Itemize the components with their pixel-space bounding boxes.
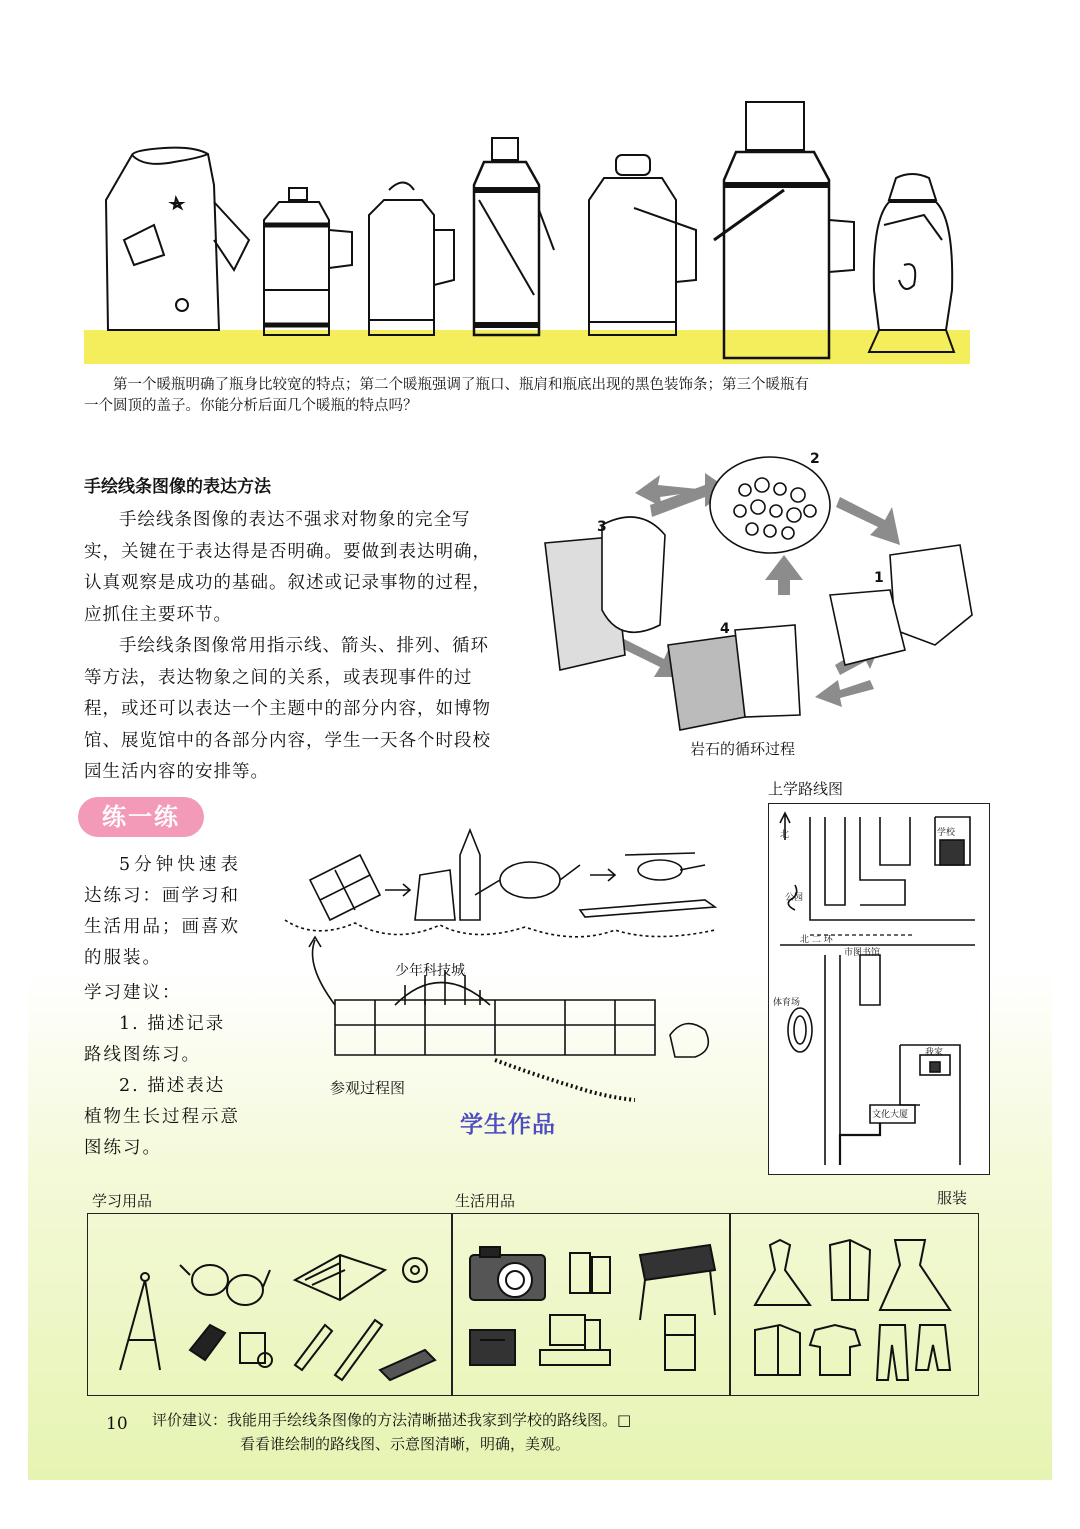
evaluation-line-1: 评价建议：我能用手绘线条图像的方法清晰描述我家到学校的路线图。□ bbox=[152, 1411, 632, 1429]
notebook-icon bbox=[190, 1325, 225, 1360]
practice-badge: 练一练 bbox=[78, 797, 204, 837]
books-icon bbox=[570, 1253, 610, 1293]
thermos-illustration bbox=[84, 90, 970, 365]
map-stadium-label: 体育场 bbox=[773, 998, 801, 1008]
thermos-5 bbox=[589, 155, 696, 335]
cycle-number-1: 1 bbox=[874, 570, 884, 586]
arrow-1-to-2 bbox=[836, 497, 900, 545]
school-block bbox=[940, 840, 964, 865]
visit-rocket bbox=[415, 830, 480, 920]
visit-science-city bbox=[335, 970, 708, 1057]
rock-cycle-caption: 岩石的循环过程 bbox=[690, 740, 796, 758]
compass-icon bbox=[120, 1273, 160, 1370]
gown-icon bbox=[880, 1240, 950, 1310]
tshirt-icon bbox=[810, 1325, 860, 1375]
life-supplies-drawings bbox=[460, 1225, 722, 1385]
pen-icon bbox=[295, 1325, 332, 1370]
map-park-label: 公园 bbox=[785, 893, 804, 903]
map-school-label: 学校 bbox=[937, 828, 956, 838]
suggestion-title: 学习建议： bbox=[84, 983, 182, 1003]
visit-plane bbox=[580, 900, 715, 917]
camera-icon bbox=[470, 1247, 545, 1300]
category-study-label: 学习用品 bbox=[92, 1192, 153, 1210]
evaluation-line-2: 看看谁绘制的路线图、示意图清晰，明确，美观。 bbox=[240, 1435, 571, 1453]
thermos-6 bbox=[714, 102, 854, 358]
jacket-icon bbox=[830, 1240, 870, 1300]
visit-helicopter bbox=[625, 853, 705, 880]
map-road-label: 北 二 环 bbox=[800, 935, 833, 945]
arrow-4-to-2 bbox=[765, 555, 803, 595]
shorts-icon bbox=[916, 1325, 950, 1370]
visit-satellite bbox=[475, 862, 580, 898]
dress-icon bbox=[755, 1240, 810, 1305]
visit-caption: 参观过程图 bbox=[330, 1079, 406, 1097]
thermos-caption-line2: 一个圆顶的盖子。你能分析后面几个暖瓶的特点吗？ bbox=[84, 398, 418, 414]
arrow-1-to-4 bbox=[815, 680, 874, 707]
visit-solar-panel bbox=[310, 855, 380, 920]
visit-arrow-up bbox=[309, 937, 335, 1005]
section-paragraph-2: 手绘线条图像常用指示线、箭头、排列、循环等方法，表达物象之间的关系，或表现事件的过程，或还可以表达一个主题中的部分内容，如博物馆、展览馆中的各部分内容，学生一天各个时段校园生活内容的安排等。 bbox=[84, 636, 491, 782]
desk-lamp-table-icon bbox=[640, 1245, 715, 1320]
route-map-title: 上学路线图 bbox=[768, 780, 844, 798]
paper-magnifier-icon bbox=[240, 1333, 272, 1367]
map-home-label: 我家 bbox=[925, 1048, 944, 1058]
phone-box-icon bbox=[470, 1330, 515, 1365]
thermos-caption-line1: 第一个暖瓶明确了瓶身比较宽的特点；第二个暖瓶强调了瓶口、瓶肩和瓶底出现的黑色装饰条；第三个暖瓶有 bbox=[113, 377, 809, 393]
study-supplies-drawings bbox=[100, 1225, 440, 1385]
rock-4b bbox=[735, 625, 800, 717]
rock-3-layers bbox=[602, 517, 665, 632]
coat-icon bbox=[755, 1325, 800, 1375]
visit-sign: 少年科技城 bbox=[395, 963, 465, 979]
thermos-4 bbox=[474, 138, 554, 335]
visit-queue bbox=[495, 1060, 635, 1100]
practice-text: 5分钟快速表达练习：画学习和生活用品；画喜欢的服装。 bbox=[84, 855, 240, 968]
glasses-icon bbox=[180, 1265, 270, 1305]
suggestion-item-1: 1. 描述记录路线图练习。 bbox=[84, 1014, 226, 1065]
map-north-label: 北 bbox=[780, 830, 790, 840]
visit-arrow-1 bbox=[385, 884, 410, 896]
stadium-shape bbox=[788, 1008, 812, 1052]
open-book-icon bbox=[295, 1255, 385, 1300]
category-life-label: 生活用品 bbox=[455, 1192, 516, 1210]
clothing-drawings bbox=[740, 1225, 970, 1385]
cycle-number-4: 4 bbox=[720, 621, 730, 637]
grid-divider-2 bbox=[729, 1213, 731, 1396]
section-heading: 手绘线条图像的表达方法 bbox=[84, 477, 271, 497]
jeans-icon bbox=[877, 1325, 908, 1380]
rocks bbox=[545, 457, 972, 730]
visit-arrow-2 bbox=[590, 869, 615, 881]
section-paragraph-1: 手绘线条图像的表达不强求对物象的完全写实，关键在于表达得是否明确。要做到表达明确，认真观察是成功的基础。叙述或记录事物的过程，应抓住主要环节。 bbox=[84, 510, 491, 625]
map-library-label: 市图书馆 bbox=[844, 948, 881, 958]
rock-cycle-diagram bbox=[540, 445, 990, 735]
thermos-2 bbox=[264, 188, 352, 335]
route-map-drawing bbox=[770, 805, 988, 1173]
pencil-icon bbox=[335, 1320, 382, 1380]
student-work-title: 学生作品 bbox=[460, 1112, 556, 1138]
thermos-7 bbox=[869, 174, 954, 352]
stapler-icon bbox=[380, 1350, 435, 1380]
thermos-1 bbox=[106, 148, 249, 330]
map-building-label: 文化大厦 bbox=[872, 1110, 909, 1120]
rock-1 bbox=[890, 545, 972, 645]
thermos-3 bbox=[369, 183, 454, 336]
cycle-number-3: 3 bbox=[597, 519, 607, 535]
suggestion-item-2: 2. 描述表达植物生长过程示意图练习。 bbox=[84, 1076, 240, 1158]
fridge-icon bbox=[665, 1315, 695, 1370]
computer-icon bbox=[540, 1315, 610, 1365]
grid-divider-1 bbox=[451, 1213, 453, 1396]
page-number: 10 bbox=[106, 1414, 128, 1434]
cycle-number-2: 2 bbox=[810, 451, 820, 467]
visit-crowd bbox=[285, 920, 715, 937]
visit-process-drawing bbox=[275, 825, 725, 1105]
tape-icon bbox=[403, 1258, 427, 1282]
category-clothing-label: 服装 bbox=[937, 1189, 968, 1207]
